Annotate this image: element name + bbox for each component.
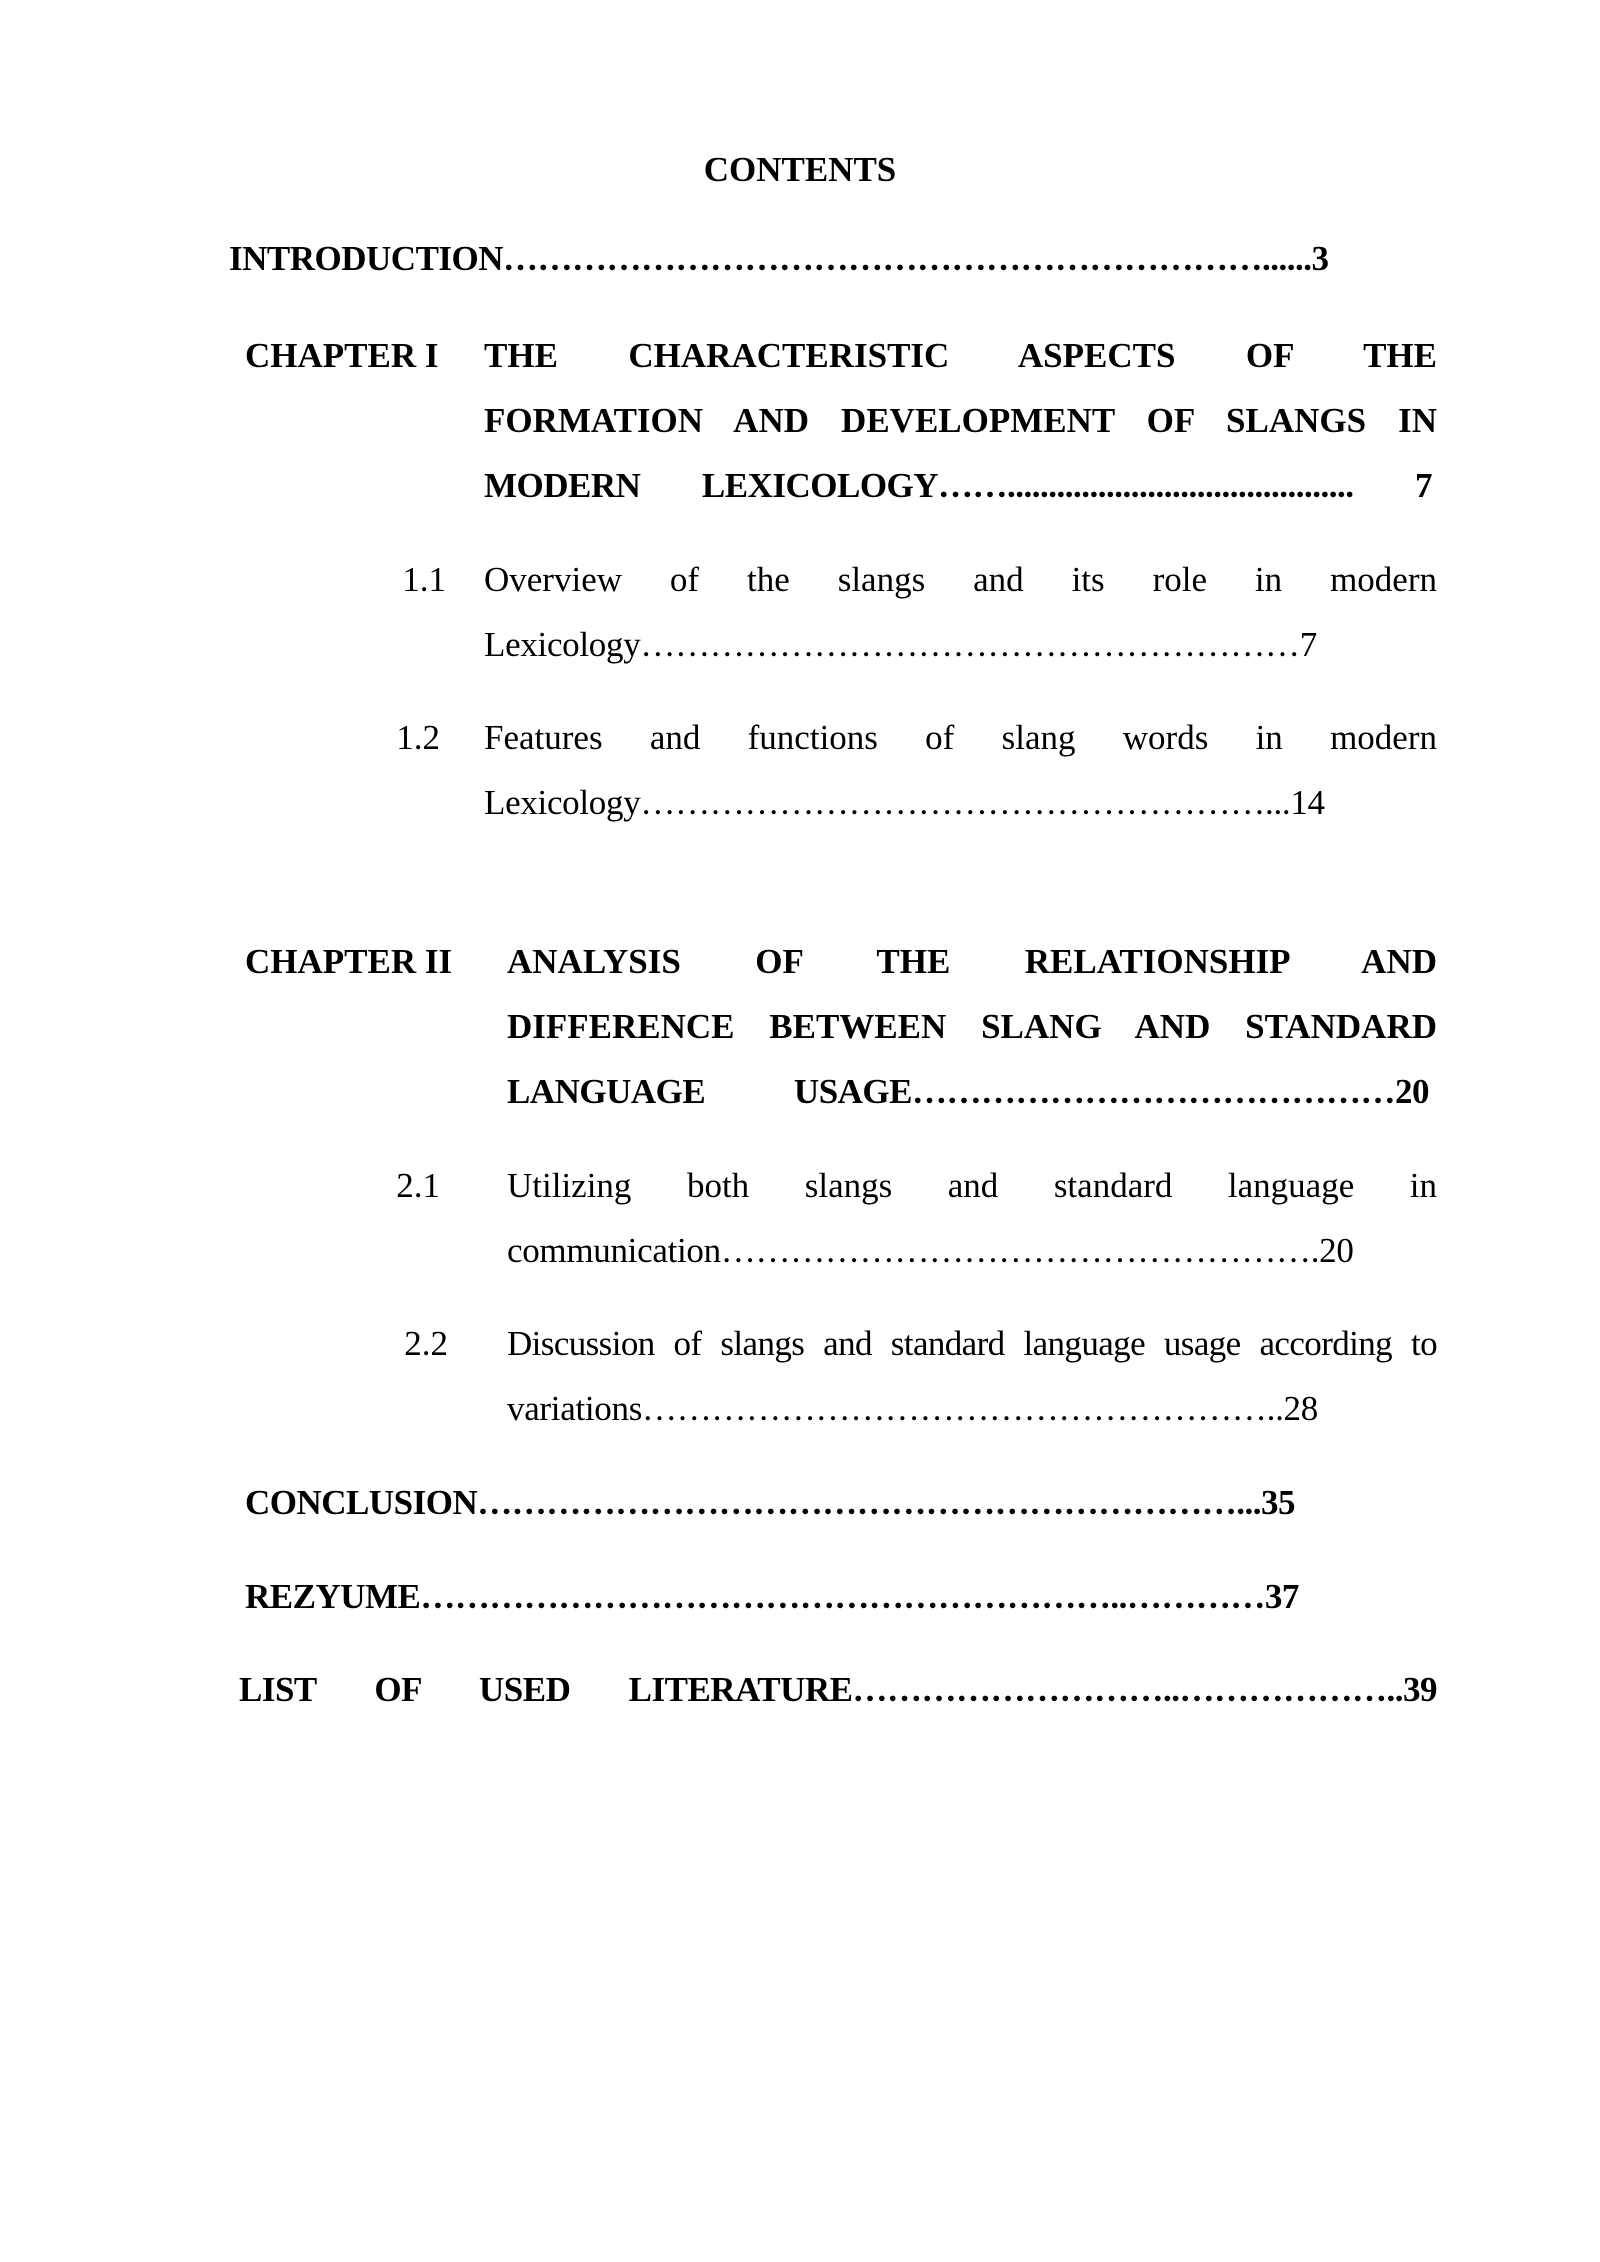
- section-2-2-title-line-1: Discussion of slangs and standard language usage according to: [507, 1324, 1437, 1363]
- toc-entry-literature: LIST OF USED LITERATURE………………………..………………..39: [239, 1670, 1437, 1709]
- section-2-1-title-line-1: Utilizing both slangs and standard language in: [507, 1166, 1437, 1205]
- section-1-2-title-line-2: Lexicology………………………………………………...14: [484, 783, 1325, 822]
- chapter-1-title-line-3: MODERN LEXICOLOGY…….......................................... 7: [484, 466, 1432, 505]
- page-title: CONTENTS: [703, 150, 897, 189]
- section-2-1-number: 2.1: [396, 1166, 440, 1205]
- chapter-1-title-line-2: FORMATION AND DEVELOPMENT OF SLANGS IN: [484, 401, 1437, 440]
- section-1-1-title-line-2: Lexicology…………………………………………………7: [484, 625, 1317, 664]
- toc-entry-conclusion: CONCLUSION…………………………………………………………...35: [245, 1483, 1296, 1522]
- chapter-1-title-line-1: THE CHARACTERISTIC ASPECTS OF THE: [484, 336, 1437, 375]
- toc-entry-introduction: INTRODUCTION…………………………………………………………......3: [229, 239, 1329, 278]
- section-2-2-number: 2.2: [404, 1324, 448, 1363]
- section-1-2-number: 1.2: [396, 718, 440, 757]
- chapter-2-label: CHAPTER II: [245, 942, 453, 981]
- chapter-1-label: CHAPTER I: [245, 336, 439, 375]
- chapter-2-title-line-1: ANALYSIS OF THE RELATIONSHIP AND: [507, 942, 1437, 981]
- section-1-2-title-line-1: Features and functions of slang words in modern: [484, 718, 1437, 757]
- section-1-1-number: 1.1: [402, 560, 446, 599]
- section-2-2-title-line-2: variations………………………………………………..28: [507, 1389, 1318, 1428]
- section-1-1-title-line-1: Overview of the slangs and its role in modern: [484, 560, 1437, 599]
- chapter-2-title-line-2: DIFFERENCE BETWEEN SLANG AND STANDARD: [507, 1007, 1437, 1046]
- toc-entry-rezyume: REZYUME……………………………………………………..…………37: [245, 1577, 1299, 1616]
- section-2-1-title-line-2: communication…………………………………………….20: [507, 1231, 1354, 1270]
- chapter-2-title-line-3: LANGUAGE USAGE……………………………………20: [507, 1072, 1429, 1111]
